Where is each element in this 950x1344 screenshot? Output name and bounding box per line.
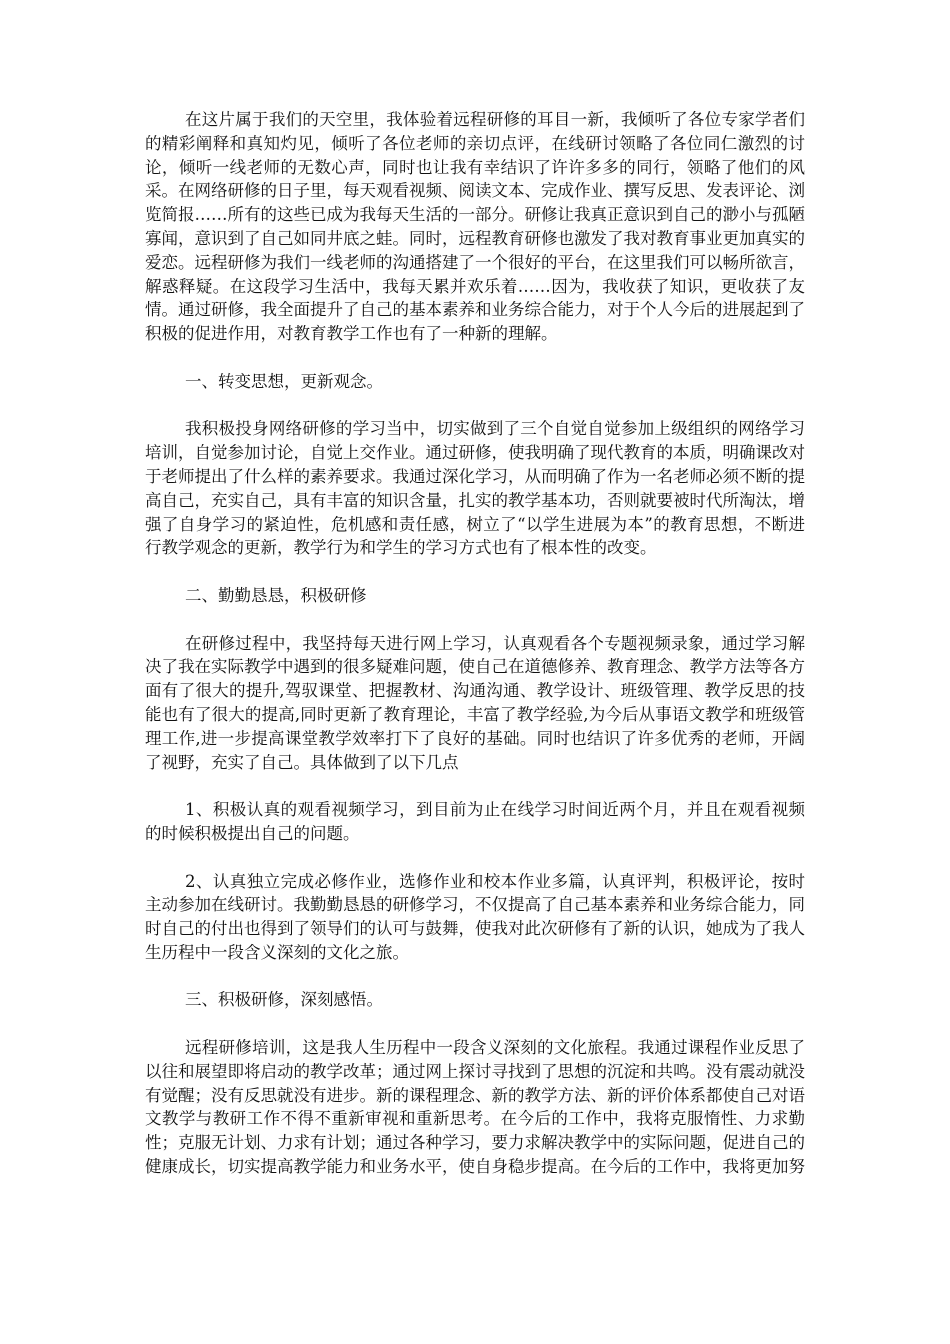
paragraph-section-2: 在研修过程中，我坚持每天进行网上学习，认真观看各个专题视频录象，通过学习解决了我在实际教学中遇到的很多疑难问题，使自己在道德修养、教育理念、教学方法等各方面有了很大的提升,驾驭课堂、把握教材、沟通沟通、教学设计、班级管理、教学反思的技能也有了很大的提高,同时更新了教育理论，丰富了教学经验,为今后从事语文教学和班级管理工作,进一步提高课堂教学效率打下了良好的基础。同时也结识了许多优秀的老师，开阔了视野，充实了自己。具体做到了以下几点 — [145, 633, 805, 772]
section-heading-2: 二、勤勤恳恳，积极研修 — [185, 585, 367, 605]
paragraph-intro: 在这片属于我们的天空里，我体验着远程研修的耳目一新，我倾听了各位专家学者们的精彩阐释和真知灼见，倾听了各位老师的亲切点评，在线研讨领略了各位同仁激烈的讨论，倾听一线老师的无数心声，同时也让我有幸结识了许许多多的同行，领略了他们的风采。在网络研修的日子里，每天观看视频、阅读文本、完成作业、撰写反思、发表评论、浏览简报……所有的这些已成为我每天生活的一部分。研修让我真正意识到自己的渺小与孤陋寡闻，意识到了自己如同井底之蛙。同时，远程教育研修也激发了我对教育事业更加真实的爱恋。远程研修为我们一线老师的沟通搭建了一个很好的平台，在这里我们可以畅所欲言，解惑释疑。在这段学习生活中，我每天累并欢乐着……因为，我收获了知识，更收获了友情。通过研修，我全面提升了自己的基本素养和业务综合能力，对于个人今后的进展起到了积极的促进作用，对教育教学工作也有了一种新的理解。 — [145, 110, 805, 344]
paragraph-section-1: 我积极投身网络研修的学习当中，切实做到了三个自觉自觉参加上级组织的网络学习培训，自觉参加讨论，自觉上交作业。通过研修，使我明确了现代教育的本质，明确课改对于老师提出了什么样的素养要求。我通过深化学习，从而明确了作为一名老师必须不断的提高自己，充实自己，具有丰富的知识含量，扎实的教学基本功，否则就要被时代所淘汰，增强了自身学习的紧迫性，危机感和责任感，树立了“以学生进展为本”的教育思想，不断进行教学观念的更新，教学行为和学生的学习方式也有了根本性的改变。 — [145, 419, 805, 558]
section-heading-3: 三、积极研修，深刻感悟。 — [185, 990, 383, 1010]
paragraph-section-3: 远程研修培训，这是我人生历程中一段含义深刻的文化旅程。我通过课程作业反思了以往和展望即将启动的教学改革；通过网上探讨寻找到了思想的沉淀和共鸣。没有震动就没有觉醒；没有反思就没有进步。新的课程理念、新的教学方法、新的评价体系都使自己对语文教学与教研工作不得不重新审视和重新思考。在今后的工作中，我将克服惰性、力求勤性；克服无计划、力求有计划；通过各种学习，要力求解决教学中的实际问题，促进自己的健康成长，切实提高教学能力和业务水平，使自身稳步提高。在今后的工作中，我将更加努 — [145, 1038, 805, 1177]
list-item-2: 2、认真独立完成必修作业，选修作业和校本作业多篇，认真评判，积极评论，按时主动参加在线研讨。我勤勤恳恳的研修学习，不仅提高了自己基本素养和业务综合能力，同时自己的付出也得到了领导们的认可与鼓舞，使我对此次研修有了新的认识，她成为了我人生历程中一段含义深刻的文化之旅。 — [145, 871, 805, 962]
list-item-1: 1、积极认真的观看视频学习，到目前为止在线学习时间近两个月，并且在观看视频的时候积极提出自己的问题。 — [145, 800, 805, 843]
document-body — [145, 108, 805, 1203]
section-heading-1: 一、转变思想，更新观念。 — [185, 371, 383, 391]
